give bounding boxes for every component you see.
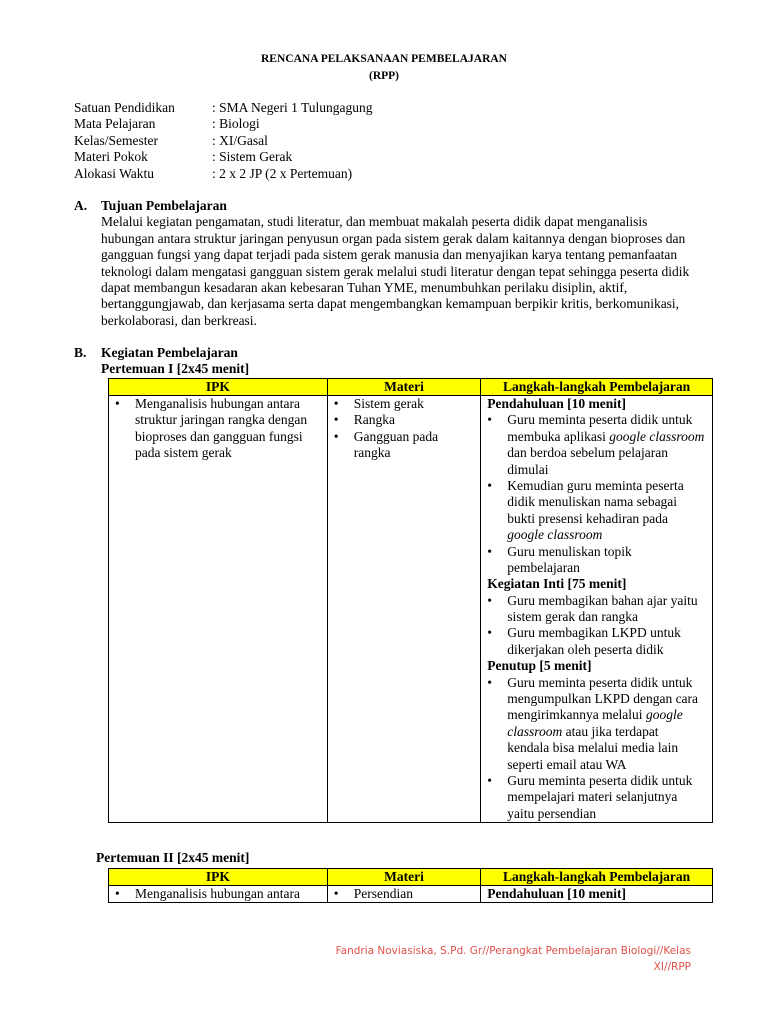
identity-value: : 2 x 2 JP (2 x Pertemuan) [212, 165, 353, 181]
bullet-icon: • [333, 428, 339, 444]
section-heading [74, 345, 238, 361]
step-item [487, 544, 709, 577]
paragraph-line: hubungan antara struktur jaringan penyusun organ pada sistem gerak dalam kaitannya dengan bioproses dan [101, 230, 686, 246]
step-line: didik menuliskan nama sebagai [507, 494, 678, 510]
bullet-icon: • [487, 772, 492, 788]
column-header-materi: Materi [327, 379, 481, 396]
step-item [487, 675, 709, 773]
materi-item-line: Rangka [353, 412, 395, 428]
table-header-row [109, 869, 713, 886]
identity-row [74, 100, 373, 116]
column-header-ipk: IPK [109, 379, 328, 396]
ipk-item-line: pada sistem gerak [135, 445, 232, 461]
materi-item [334, 886, 478, 902]
text-run-italic: google [645, 707, 683, 723]
identity-value: : XI/Gasal [212, 132, 268, 148]
step-line: Kemudian guru meminta peserta [507, 477, 684, 493]
step-item [487, 478, 709, 544]
materi-item-line: Gangguan pada [353, 428, 439, 444]
meeting-1-title: Pertemuan I [2x45 menit] [101, 361, 250, 376]
materi-cell [327, 886, 481, 903]
identity-label: Materi Pokok [74, 149, 148, 165]
bullet-icon: • [115, 886, 120, 901]
bullet-icon: • [487, 592, 492, 608]
paragraph-line: teknologi dalam mengatasi gangguan sistem gerak melalui studi literatur dengan tepat sehingga peserta didik [101, 263, 690, 279]
ipk-item-line: bioproses dan gangguan fungsi [135, 428, 303, 444]
step-line: kendala bisa melalui media lain [507, 740, 679, 756]
text-run: mengirimkannya melalui [507, 707, 646, 723]
bullet-icon: • [115, 396, 120, 411]
materi-item [334, 396, 478, 412]
identity-label: Satuan Pendidikan [74, 100, 175, 115]
identity-row [74, 133, 373, 149]
step-line: bukti presensi kehadiran pada [507, 510, 669, 526]
section-heading [74, 198, 689, 214]
bullet-icon: • [333, 412, 339, 428]
bullet-icon: • [487, 543, 492, 559]
bullet-icon: • [333, 396, 339, 411]
paragraph-line: berkolaborasi, dan berkreasi. [101, 312, 257, 328]
identity-label: Mata Pelajaran [74, 116, 156, 132]
column-header-langkah: Langkah-langkah Pembelajaran [481, 379, 713, 396]
phase-heading: Kegiatan Inti [75 menit] [487, 576, 627, 592]
step-line: Guru meminta peserta didik untuk [507, 772, 693, 788]
phase-heading: Penutup [5 menit] [487, 658, 592, 674]
materi-item [334, 429, 478, 462]
langkah-cell [481, 886, 713, 903]
materi-item-line: rangka [353, 445, 391, 461]
footer-line: Fandria Noviasiska, S.Pd. Gr//Perangkat Pembelajaran Biologi//Kelas [335, 945, 691, 957]
step-line: dimulai [507, 461, 549, 477]
section-title: Kegiatan Pembelajaran [101, 345, 238, 360]
step-line: Guru meminta peserta didik untuk [507, 674, 693, 690]
section-marker: B. [74, 345, 87, 360]
phase-heading: Pendahuluan [10 menit] [487, 886, 626, 901]
step-line [507, 707, 709, 723]
identity-value: : Biologi [212, 116, 260, 132]
step-item [487, 593, 709, 626]
text-run: membuka aplikasi [507, 428, 610, 444]
step-item [487, 625, 709, 658]
ipk-cell [109, 396, 328, 823]
identity-block [74, 100, 373, 182]
step-line: Guru membagikan bahan ajar yaitu [507, 592, 698, 608]
column-header-langkah: Langkah-langkah Pembelajaran [481, 869, 713, 886]
bullet-icon: • [333, 886, 339, 901]
materi-cell [327, 396, 481, 823]
ipk-item [115, 396, 324, 462]
paragraph-line: Melalui kegiatan pengamatan, studi literatur, dan membuat makalah peserta didik dapat menganalisis [101, 214, 648, 230]
materi-item [334, 412, 478, 428]
step-line: sistem gerak dan rangka [507, 609, 639, 625]
section-marker: A. [74, 198, 88, 213]
meeting-2-title: Pertemuan II [2x45 menit] [96, 850, 250, 865]
section-title: Tujuan Pembelajaran [101, 198, 227, 213]
materi-item-line: Sistem gerak [353, 396, 424, 411]
step-line: dan berdoa sebelum pelajaran [507, 445, 669, 461]
meeting-2-table [108, 868, 713, 903]
identity-label: Kelas/Semester [74, 132, 158, 148]
ipk-item-line: Menganalisis hubungan antara [135, 396, 300, 411]
text-run-italic: classroom [507, 723, 563, 739]
bullet-icon: • [487, 412, 492, 428]
identity-row [74, 149, 373, 165]
langkah-cell [481, 396, 713, 823]
bullet-icon: • [487, 674, 492, 690]
document-title: RENCANA PELAKSANAAN PEMBELAJARAN [261, 53, 507, 65]
step-line: mempelajari materi selanjutnya [507, 789, 678, 805]
table-row [109, 886, 713, 903]
bullet-icon: • [487, 477, 492, 493]
step-line: yaitu persendian [507, 805, 597, 821]
text-run-italic: google classroom [507, 527, 603, 543]
step-line [507, 724, 709, 740]
materi-item-line: Persendian [353, 886, 413, 901]
ipk-item-line: Menganalisis hubungan antara [135, 886, 300, 901]
step-line: Guru membagikan LKPD untuk [507, 625, 681, 641]
tujuan-paragraph [101, 214, 689, 329]
ipk-item-line: struktur jaringan rangka dengan [135, 412, 308, 428]
identity-row [74, 166, 373, 182]
identity-label: Alokasi Waktu [74, 165, 155, 181]
step-line: Guru meminta peserta didik untuk [507, 412, 693, 428]
table-row [109, 396, 713, 823]
identity-value: : Sistem Gerak [212, 149, 293, 165]
document-subtitle: (RPP) [368, 70, 399, 82]
paragraph-line: dapat membangun kesadaran akan kebesaran Tuhan YME, menumbuhkan perilaku disiplin, aktif, [101, 279, 628, 295]
step-item [487, 773, 709, 822]
phase-heading: Pendahuluan [10 menit] [487, 396, 626, 411]
step-line: pembelajaran [507, 559, 580, 575]
column-header-ipk: IPK [109, 869, 328, 886]
step-line [507, 429, 709, 445]
section-tujuan-pembelajaran [74, 198, 689, 329]
text-run: atau jika terdapat [562, 723, 659, 739]
page-footer [336, 944, 691, 975]
step-item [487, 412, 709, 478]
column-header-materi: Materi [327, 869, 481, 886]
paragraph-line: gangguan fungsi yang dapat terjadi pada sistem gerak manusia dan menyajikan karya tentang pemanfaatan [101, 247, 678, 263]
step-line [507, 527, 709, 543]
step-line: dikerjakan oleh peserta didik [507, 641, 664, 657]
step-line: Guru menuliskan topik [507, 543, 632, 559]
ipk-item [115, 886, 324, 902]
table-header-row [109, 379, 713, 396]
identity-value: : SMA Negeri 1 Tulungagung [212, 100, 373, 115]
section-kegiatan-pembelajaran [74, 345, 238, 361]
text-run-italic: google classroom [609, 428, 705, 444]
footer-line: XI//RPP [653, 960, 691, 973]
meeting-1-table [108, 378, 713, 823]
bullet-icon: • [487, 625, 492, 641]
step-line: seperti email atau WA [507, 756, 627, 772]
identity-row [74, 116, 373, 132]
ipk-cell [109, 886, 328, 903]
document-title-block [0, 51, 768, 85]
step-line: mengumpulkan LKPD dengan cara [507, 691, 699, 707]
paragraph-line: bertanggungjawab, dan kerjasama serta dapat mengembangkan kemampuan berpikir kritis, berkomunikasi, [101, 296, 680, 312]
